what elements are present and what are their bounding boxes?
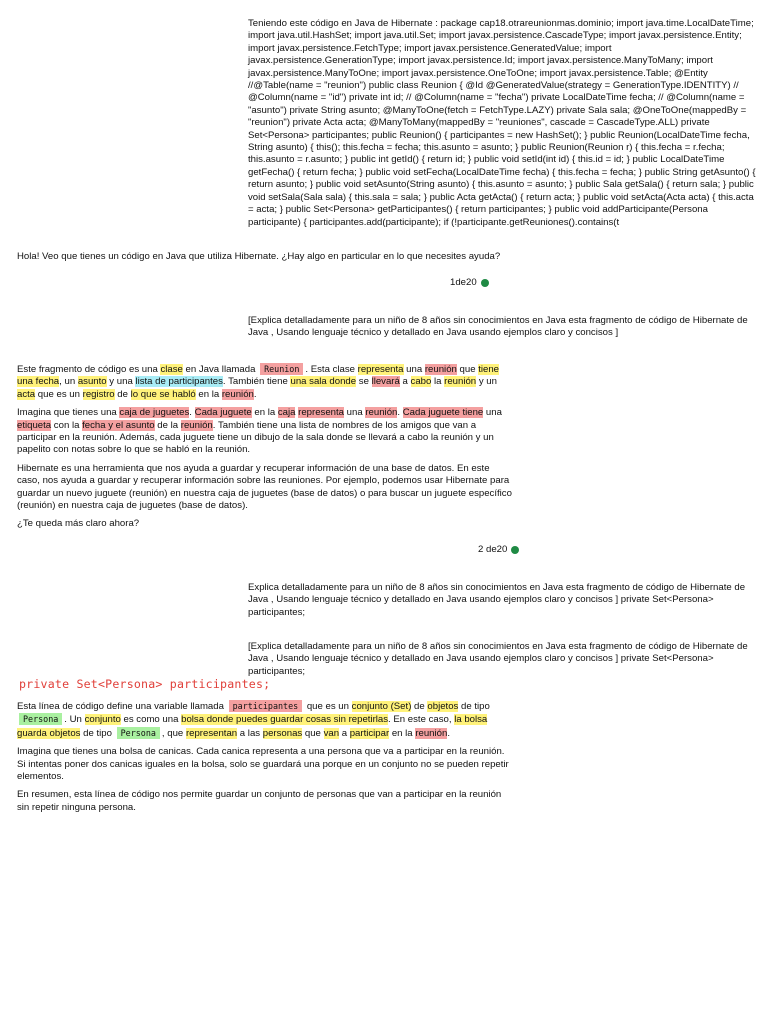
paragraph-3: Hibernate es una herramienta que nos ayuda a guardar y recuperar información de una base de datos. En este caso, nos ayuda a guardar y recuperar información sobre las reuniones. Por ejemplo, podemos usar Hibernate para guardar un nuevo juguete (reunión) en nuestra caja de juguetes (base de datos) o para buscar un juguete específico (reunión) en nuestra caja de juguetes (base de datos).	[17, 462, 512, 512]
paragraph-2: Imagina que tienes una bolsa de canicas. Cada canica representa a una persona que va a participar en la reunión. Si intentas poner dos canicas iguales en la bolsa, solo se guardará una porque en un conjunto no se pueden repetir elementos.	[17, 746, 509, 783]
paragraph-3: En resumen, esta línea de código nos permite guardar un conjunto de personas que van a participar en la reunión sin repetir ninguna persona.	[17, 789, 502, 813]
paragraph-1: Este fragmento de código es una clase en Java llamada Reunion . Esta clase representa una reunión que tiene una fecha, un asunto y una lista de participantes. También tiene una sala donde se llevará a cabo la reunión y un acta que es un registro de lo que se habló en la reunión.	[17, 364, 500, 400]
assistant-message-explanation	[17, 363, 513, 537]
paragraph-4: ¿Te queda más claro ahora?	[17, 518, 140, 530]
counter-label: 1de20	[450, 277, 477, 288]
user-message-code	[248, 18, 756, 229]
user-message-request-3	[248, 641, 756, 678]
class-name-tag: Reunion	[260, 363, 303, 375]
type-name-tag: Persona	[19, 713, 62, 725]
paragraph-1: Esta línea de código define una variable llamada participantes que es un conjunto (Set) de objetos de tipo Persona . Un conjunto es como una bolsa donde puedes guardar cosas sin repetirlas. En este caso, la bolsa guarda objetos de tipo Persona , que representan a las personas que van a participar en la reunión.	[17, 701, 490, 739]
user-message-request	[248, 315, 756, 340]
response-counter	[450, 277, 489, 289]
message-text: Teniendo este código en Java de Hibernate : package cap18.otrareunionmas.dominio; import java.time.LocalDateTime; import java.util.HashSet; import java.util.Set; import javax.persistence.CascadeType; import javax.persistence.Entity; import javax.persistence.FetchType; import javax.persistence.GeneratedValue; import javax.persistence.GenerationType; import javax.persistence.Id; import javax.persistence.ManyToMany; import javax.persistence.ManyToOne; import javax.persistence.OneToOne; import javax.persistence.Table; @Entity //@Table(name = "reunion") public class Reunion { @Id @GeneratedValue(strategy = GenerationType.IDENTITY) // @Column(name = "id") private int id; // @Column(name = "fecha") private LocalDateTime fecha; // @Column(name = "asunto") private String asunto; @ManyToOne(fetch = FetchType.LAZY) private Sala sala; @OneToOne(mappedBy = "reunion") private Acta acta; @ManyToMany(mappedBy = "reuniones", cascade = CascadeType.ALL) private Set<Persona> participantes; public Reunion() { participantes = new HashSet(); } public Reunion(LocalDateTime fecha, String asunto) { this(); this.fecha = fecha; this.asunto = asunto; } public Reunion(Reunion r) { this.fecha = r.fecha; this.asunto = r.asunto; } public int getId() { return id; } public void setId(int id) { this.id = id; } public LocalDateTime getFecha() { return fecha; } public void setFecha(LocalDateTime fecha) { this.fecha = fecha; } public String getAsunto() { return asunto; } public void setAsunto(String asunto) { this.asunto = asunto; } public Sala getSala() { return sala; } public void setSala(Sala sala) { this.sala = sala; } public Acta getActa() { return acta; } public void setActa(Acta acta) { this.acta = acta; } public Set<Persona> getParticipantes() { return participantes; } public void addParticipante(Persona participante) { participantes.add(participante); if (!participante.getReuniones().contains(t	[248, 18, 756, 228]
paragraph-2: Imagina que tienes una caja de juguetes. Cada juguete en la caja representa una reunión. Cada juguete tiene una etiqueta con la fecha y el asunto de la reunión. También tiene una lista de nombres de los amigos que van a participar en la reunión. Además, cada juguete tiene un dibujo de la sala donde se llevará a cabo la reunión y un papelito con notas sobre lo que se habló en la reunión.	[17, 407, 502, 456]
status-dot-icon	[511, 546, 519, 554]
assistant-message-explanation-2	[17, 700, 513, 820]
message-text: [Explica detalladamente para un niño de 8 años sin conocimientos en Java esta fragmento de código de Hibernate de Java , Usando lenguaje técnico y detallado en Java usando ejemplos claro y concisos ] private Set<Persona> participantes;	[248, 641, 748, 677]
type-name-tag: Persona	[117, 727, 160, 739]
assistant-message-greeting	[17, 251, 513, 263]
status-dot-icon	[481, 279, 489, 287]
variable-name-tag: participantes	[229, 700, 303, 712]
message-text: Hola! Veo que tienes un código en Java que utiliza Hibernate. ¿Hay algo en particular en lo que necesites ayuda?	[17, 251, 501, 262]
response-counter	[478, 544, 519, 556]
user-message-request-2	[248, 582, 756, 619]
message-text: Explica detalladamente para un niño de 8 años sin conocimientos en Java esta fragmento de código de Hibernate de Java , Usando lenguaje técnico y detallado en Java usando ejemplos claro y concisos ] private Set<Persona> participantes;	[248, 582, 746, 618]
message-text: [Explica detalladamente para un niño de 8 años sin conocimientos en Java esta fragmento de código de Hibernate de Java , Usando lenguaje técnico y detallado en Java usando ejemplos claro y concisos ]	[248, 315, 748, 339]
counter-label: 2 de20	[478, 544, 508, 555]
code-snippet-title: private Set<Persona> participantes;	[19, 677, 271, 691]
